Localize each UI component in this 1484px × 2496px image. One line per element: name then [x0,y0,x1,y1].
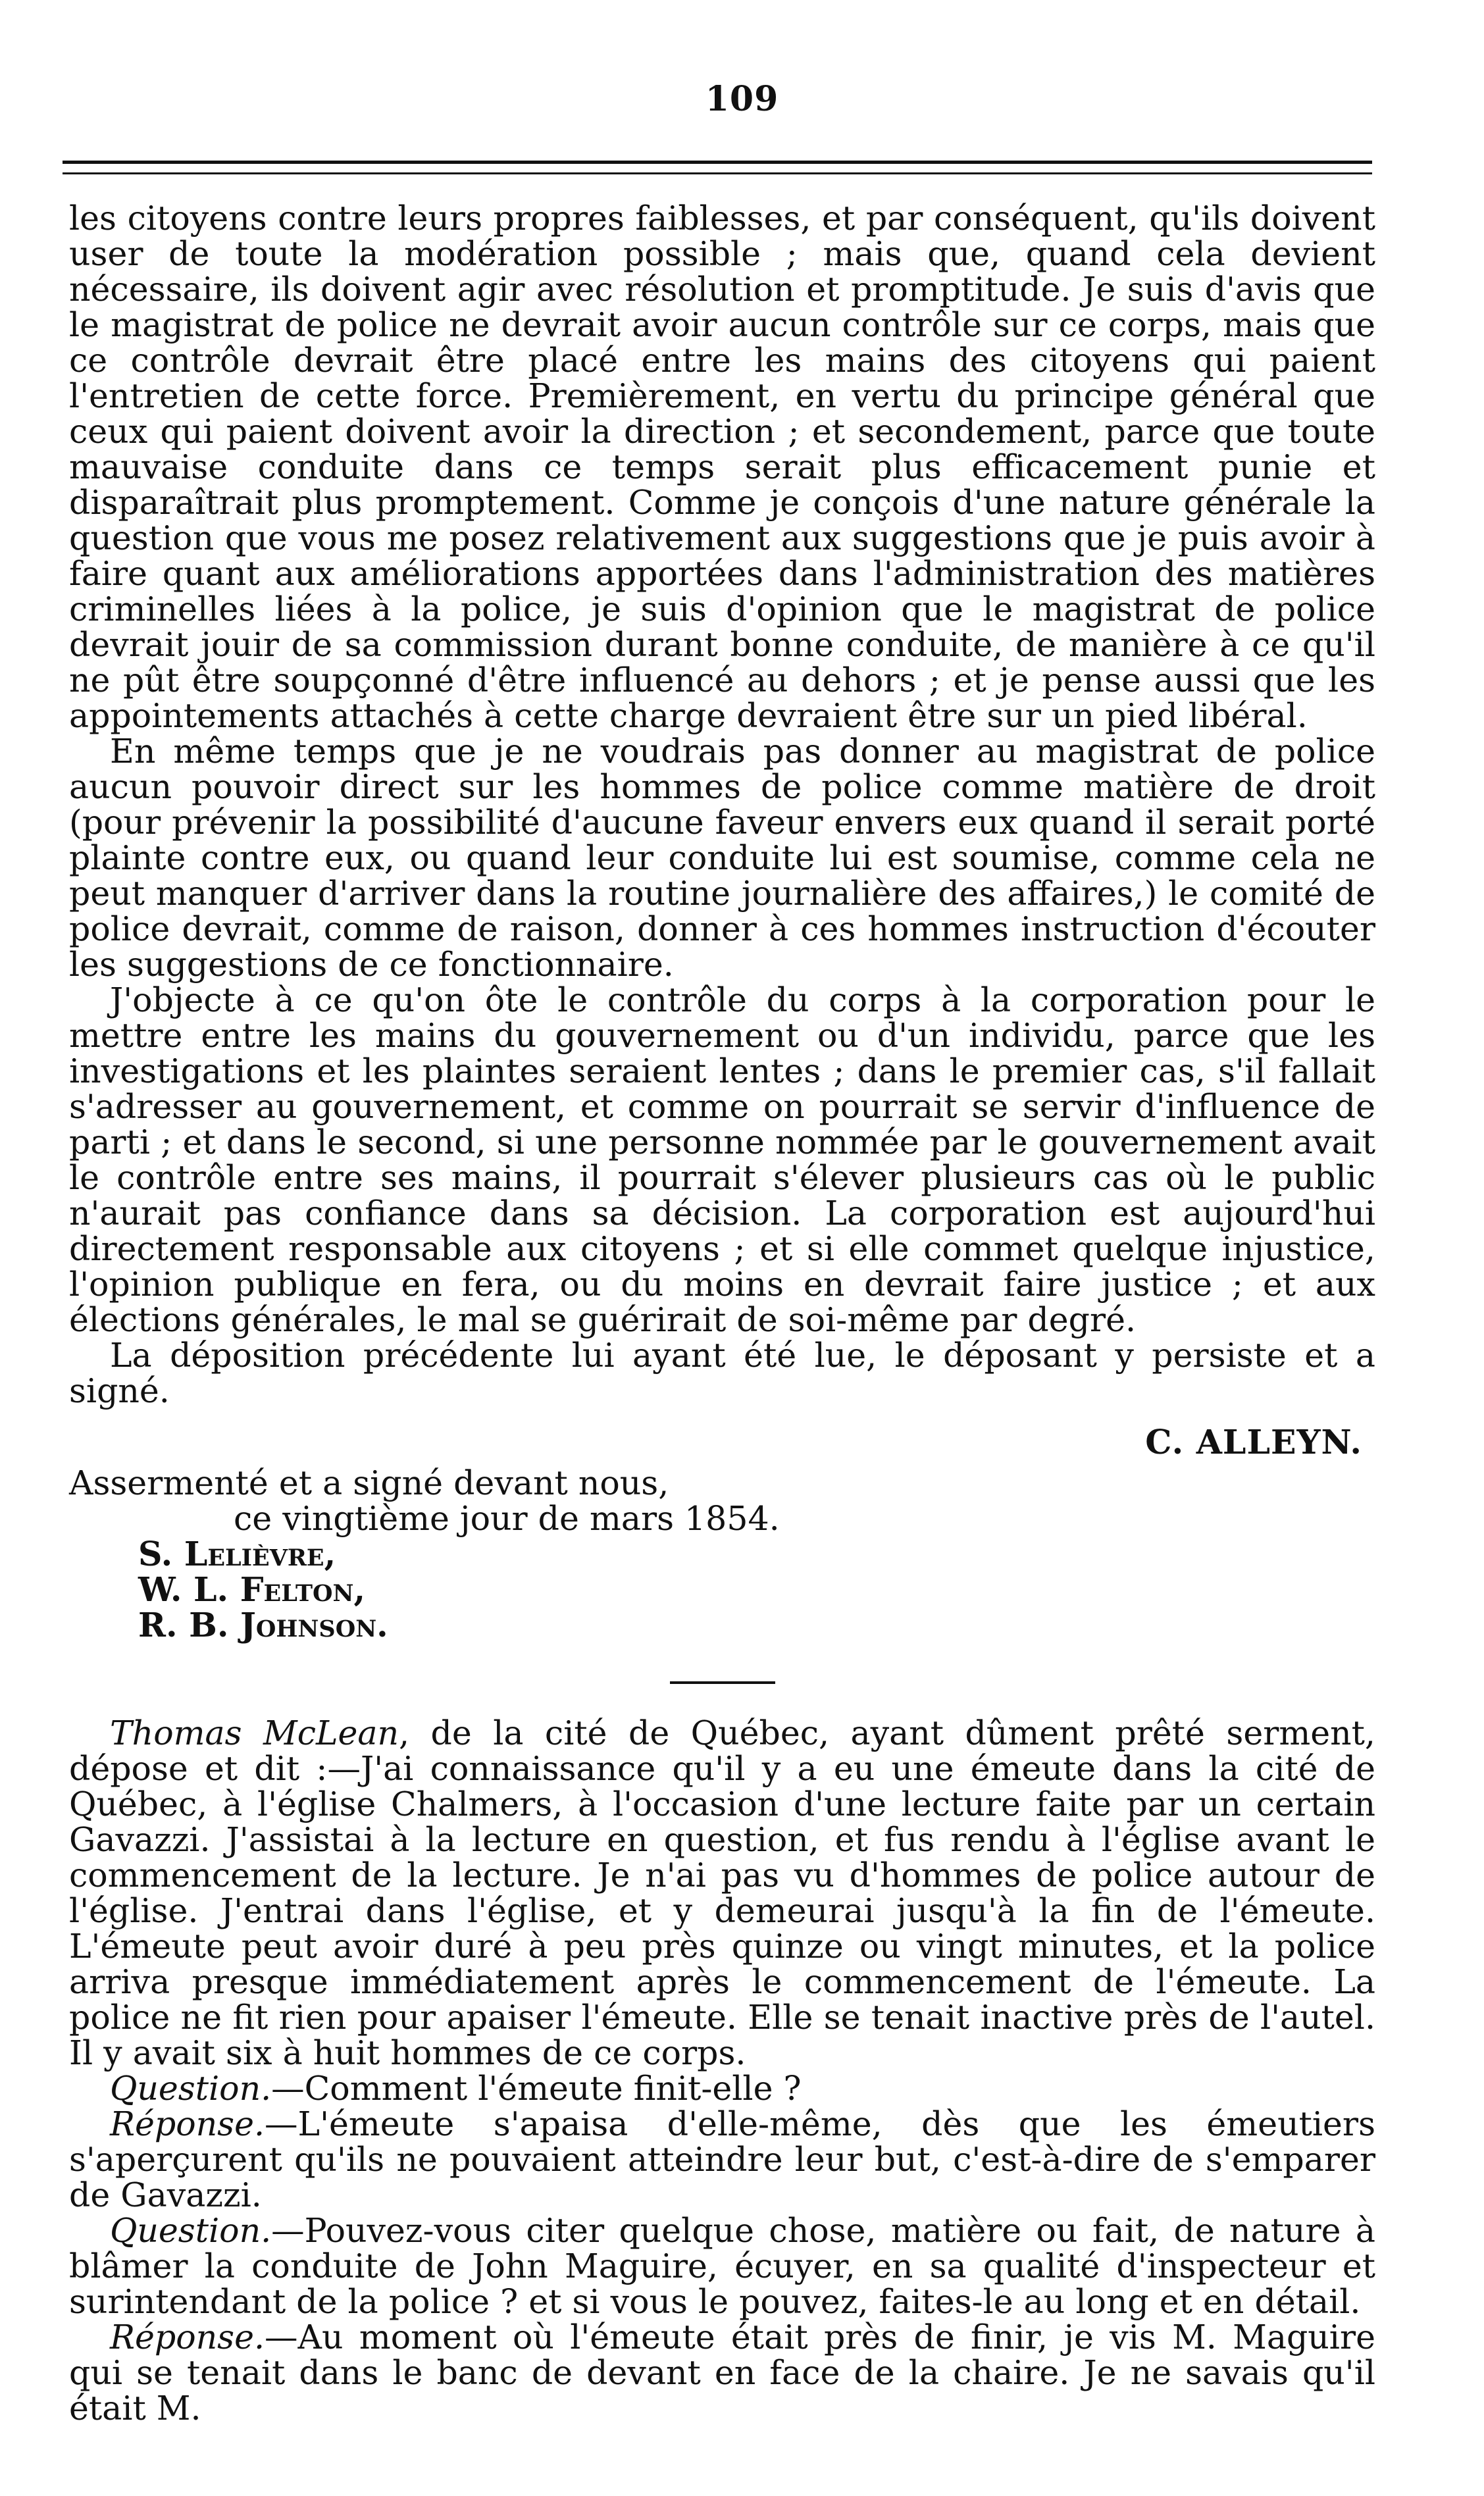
paragraph-magistrate-power: En même temps que je ne voudrais pas donner au magistrat de police aucun pouvoir direct sur les hommes de police comme matière de droit (pour prévenir la possibilité d'aucune faveur envers eux quand il serait porté plainte contre eux, ou quand leur conduite lui est soumise, comme cela ne peut manquer d'arriver dans la routine journalière des affaires,) le comité de police devrait, comme de raison, donner à ces hommes instruction d'écouter les suggestions de ce fonctionnaire. [69,732,1375,984]
header-rule-thick [63,161,1372,164]
qa-text: —Au moment où l'émeute était près de finir, je vis M. Maguire qui se tenait dans le banc de devant en face de la chaire. Je ne savais qu'il était M. [69,2318,1375,2428]
deponent-name: Thomas McLean [110,1714,399,1752]
paragraph-objection: J'objecte à ce qu'on ôte le contrôle du corps à la corporation pour le mettre entre les mains du gouvernement ou d'un individu, parce que les investigations et les plaintes seraient lentes ; dans le premier cas, s'il fallait s'adresser au gouvernement, et comme on pourrait se servir d'influence de parti ; et dans le second, si une personne nommée par le gouvernement avait le contrôle entre ses mains, il pourrait s'élever plusieurs cas où le public n'aurait pas confiance dans sa décision. La corporation est aujourd'hui directement responsable aux citoyens ; et si elle commet quelque injustice, l'opinion publique en fera, ou du moins en devrait faire justice ; et aux élections générales, le mal se guérirait de soi-même par degré. [69,981,1375,1339]
sworn-line: Assermenté et a signé devant nous, [69,1464,669,1502]
witness-3-initials: R. B. [138,1606,240,1644]
page-number: 109 [705,79,779,119]
paragraph-mclean-deposition [69,1716,1375,2071]
qa-text: —Comment l'émeute finit-elle ? [271,2069,802,2108]
qa-text: —L'émeute s'apaisa d'elle-même, dès que les émeutiers s'aperçurent qu'ils ne pouvaient atteindre leur but, c'est-à-dire de s'emparer de Gavazzi. [69,2104,1375,2214]
witness-1 [69,1537,1375,1572]
qa-item [69,2213,1375,2320]
qa-item [69,2071,1375,2106]
header-rule-thin [63,172,1372,174]
witness-1-initials: S. [138,1535,184,1573]
qa-label: Question. [110,2069,272,2108]
mclean-text: , de la cité de Québec, ayant dûment prêté serment, dépose et dit :—J'ai connaissance qu'il y a eu une émeute dans la cité de Québec, à l'église Chalmers, à l'occasion d'une lecture faite par un certain Gavazzi. J'assistai à la lecture en question, et fus rendu à l'église avant le commencement de la lecture. Je n'ai pas vu d'hommes de police autour de l'église. J'entrai dans l'église, et y demeurai jusqu'à la fin de l'émeute. L'émeute peut avoir duré à peu près quinze ou vingt minutes, et la police arriva presque immédiatement après le commencement de l'émeute. La police ne fit rien pour apaiser l'émeute. Elle se tenait inactive près de l'autel. Il y avait six à huit hommes de ce corps. [69,1714,1375,2072]
deponent-signature: C. ALLEYN. [1145,1423,1362,1462]
section-divider [670,1681,775,1684]
witness-3 [69,1608,1375,1643]
qa-label: Réponse. [110,2318,265,2356]
qa-label: Réponse. [110,2104,265,2143]
witness-2 [69,1572,1375,1608]
witness-3-name: Johnson. [240,1606,388,1644]
body-text [69,201,1375,2426]
qa-label: Question. [110,2211,272,2250]
qa-item [69,2320,1375,2426]
date-line: ce vingtième jour de mars 1854. [234,1499,780,1538]
qa-text: —Pouvez-vous citer quelque chose, matière ou fait, de nature à blâmer la conduite de John Maguire, écuyer, en sa qualité d'inspecteur et surintendant de la police ? et si vous le pouvez, faites-le au long et en détail. [69,2211,1375,2321]
witness-2-initials: W. L. [138,1570,240,1609]
paragraph-alleyn-continuation: les citoyens contre leurs propres faiblesses, et par conséquent, qu'ils doivent user de toute la modération possible ; mais que, quand cela devient nécessaire, ils doivent agir avec résolution et promptitude. Je suis d'avis que le magistrat de police ne devrait avoir aucun contrôle sur ce corps, mais que ce contrôle devrait être placé entre les mains des citoyens qui paient l'entretien de cette force. Premièrement, en vertu du principe général que ceux qui paient doivent avoir la direction ; et secondement, parce que toute mauvaise conduite dans ce temps serait plus efficacement punie et disparaîtrait plus promptement. Comme je conçois d'une nature générale la question que vous me posez relativement aux suggestions que je puis avoir à faire quant aux améliorations apportées dans l'administration des matières criminelles liées à la police, je suis d'opinion que le magistrat de police devrait jouir de sa commission durant bonne conduite, de manière à ce qu'il ne pût être soupçonné d'être influencé au dehors ; et je pense aussi que les appointements attachés à cette charge devraient être sur un pied libéral. [69,199,1375,735]
witness-2-name: Felton, [240,1570,366,1609]
paragraph-deposition-read: La déposition précédente lui ayant été lue, le déposant y persiste et a signé. [69,1336,1375,1410]
qa-item [69,2106,1375,2213]
witness-1-name: Lelièvre, [184,1535,336,1573]
